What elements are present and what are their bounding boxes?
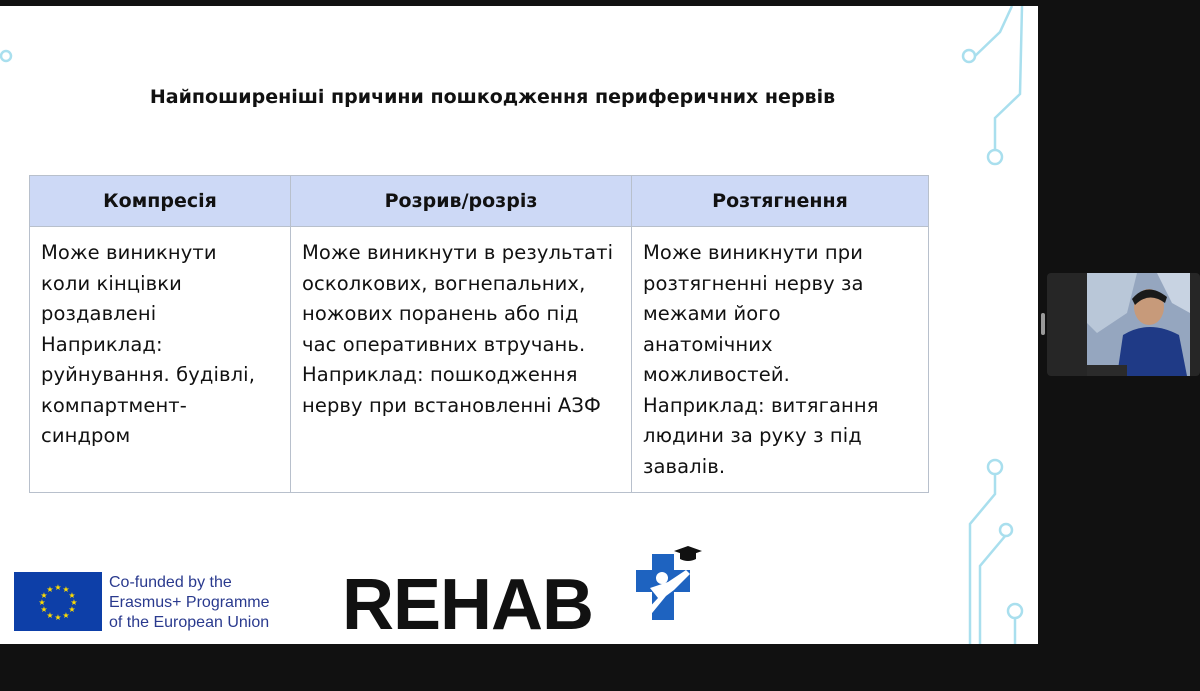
svg-text:★: ★ (40, 591, 48, 600)
svg-text:★: ★ (68, 605, 76, 614)
rehab-cross-icon (628, 540, 712, 630)
svg-text:★: ★ (54, 583, 62, 592)
eu-text-line: of the European Union (109, 614, 270, 631)
cell-stretching: Може виникнути при розтягненні нерву за межами його анатомічних можливостей. Наприклад: витягання людини за руку з під завалів. (632, 227, 929, 493)
svg-text:★: ★ (68, 591, 76, 600)
presentation-slide (0, 6, 1038, 644)
participant-video (1087, 273, 1190, 376)
eu-cofunded-text (109, 573, 270, 633)
svg-text:★: ★ (38, 598, 46, 607)
table-header-row (30, 176, 929, 227)
slide-title: Найпоширеніші причини пошкодження периферичних нервів (149, 86, 836, 108)
svg-text:★: ★ (46, 611, 54, 620)
panel-resize-handle[interactable] (1041, 313, 1045, 335)
cell-rupture: Може виникнути в результаті осколкових, вогнепальних, ножових поранень або під час оперативних втручань. Наприклад: пошкодження нерву при встановленні АЗФ (291, 227, 632, 493)
header-rupture: Розрив/розріз (291, 176, 632, 227)
header-stretching: Розтягнення (632, 176, 929, 227)
svg-text:★: ★ (54, 613, 62, 622)
svg-text:★: ★ (70, 598, 78, 607)
header-compression: Компресія (30, 176, 291, 227)
eu-text-line: Erasmus+ Programme (109, 594, 270, 611)
svg-text:★: ★ (40, 605, 48, 614)
video-thumbnail[interactable] (1047, 273, 1200, 376)
table-row (30, 227, 929, 493)
eu-flag-icon (14, 572, 102, 631)
svg-text:★: ★ (46, 585, 54, 594)
rehab-logo-text: REHAB (342, 565, 594, 644)
causes-table (29, 175, 929, 493)
eu-text-line: Co-funded by the (109, 574, 232, 591)
svg-text:★: ★ (62, 585, 70, 594)
svg-text:★: ★ (62, 611, 70, 620)
cell-compression: Може виникнути коли кінцівки роздавлені Наприклад: руйнування. будівлі, компартмент- синдром (30, 227, 291, 493)
